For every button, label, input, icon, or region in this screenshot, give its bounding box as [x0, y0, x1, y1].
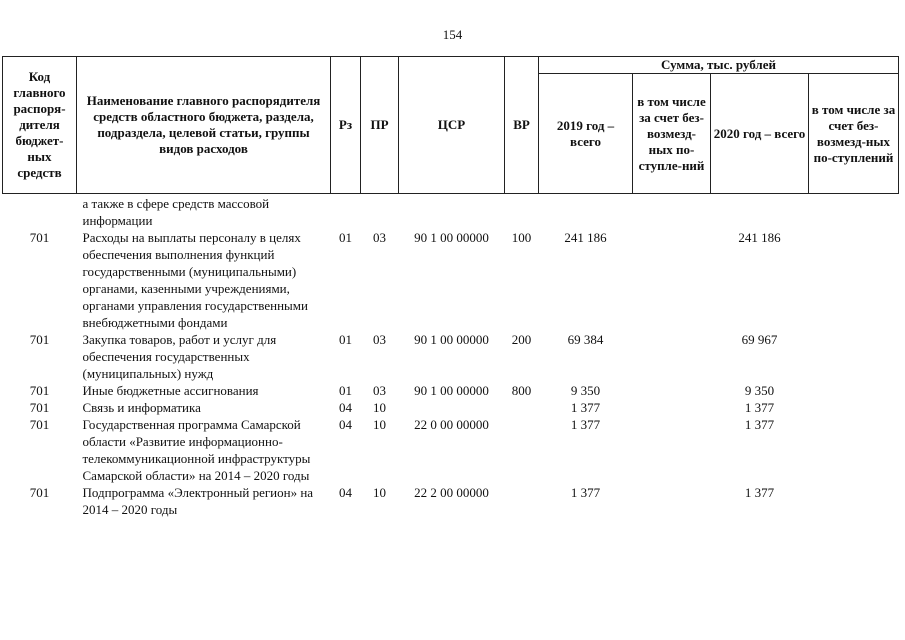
- cell-vr: [505, 194, 539, 230]
- table-row: [3, 484, 899, 518]
- cell-2020-total: 1 377: [744, 485, 775, 500]
- cell-vr: 800: [511, 383, 532, 398]
- cell-2019-free: [633, 484, 711, 518]
- cell-2020-total: 1 377: [744, 400, 775, 415]
- header-code: Код главного распоря-дителя бюджет-ных средств: [3, 57, 77, 194]
- cell-name: а также в сфере средств массовой информации: [82, 196, 270, 228]
- cell-name: Связь и информатика: [82, 400, 201, 415]
- cell-2020-free: [809, 382, 899, 399]
- cell-2019-free: [633, 194, 711, 230]
- header-pr: ПР: [361, 57, 399, 194]
- cell-2020-free: [809, 484, 899, 518]
- cell-2019-free: [633, 229, 711, 331]
- cell-csr: 22 0 00 00000: [414, 417, 489, 432]
- cell-2020-total: 1 377: [744, 417, 775, 432]
- cell-pr: 10: [373, 400, 386, 415]
- cell-2020-free: [809, 399, 899, 416]
- cell-2020-total: 241 186: [738, 230, 781, 245]
- cell-2019-total: 69 384: [567, 332, 604, 347]
- cell-code: 701: [29, 332, 50, 347]
- cell-csr: [399, 399, 505, 416]
- cell-2019-total: 1 377: [570, 400, 601, 415]
- cell-csr: 90 1 00 00000: [414, 230, 489, 245]
- cell-2020-free: [809, 331, 899, 382]
- cell-2019-total: 1 377: [570, 485, 601, 500]
- header-csr: ЦСР: [399, 57, 505, 194]
- budget-table: [2, 56, 899, 518]
- cell-name: Иные бюджетные ассигнования: [82, 383, 259, 398]
- table-row: [3, 399, 899, 416]
- cell-code: [3, 194, 77, 230]
- cell-2019-total: 241 186: [564, 230, 607, 245]
- cell-rz: 04: [339, 417, 352, 432]
- cell-2019-total: [539, 194, 633, 230]
- cell-rz: 01: [339, 383, 352, 398]
- cell-pr: 10: [373, 485, 386, 500]
- cell-pr: 03: [373, 230, 386, 245]
- header-name: Наименование главного распорядителя средств областного бюджета, раздела, подраздела, целевой статьи, группы видов расходов: [77, 57, 331, 194]
- cell-csr: 22 2 00 00000: [414, 485, 489, 500]
- cell-code: 701: [29, 485, 50, 500]
- cell-rz: 04: [339, 400, 352, 415]
- cell-rz: 01: [339, 332, 352, 347]
- cell-2019-free: [633, 399, 711, 416]
- cell-vr: [505, 416, 539, 484]
- cell-code: 701: [29, 230, 50, 245]
- cell-csr: 90 1 00 00000: [414, 383, 489, 398]
- cell-2020-total: 69 967: [741, 332, 778, 347]
- cell-2019-total: 9 350: [570, 383, 601, 398]
- cell-code: 701: [29, 400, 50, 415]
- cell-vr: 200: [511, 332, 532, 347]
- cell-name: Закупка товаров, работ и услуг для обеспечения государственных (муниципальных) нужд: [82, 332, 277, 381]
- cell-vr: [505, 484, 539, 518]
- table-row: [3, 331, 899, 382]
- cell-pr: 03: [373, 383, 386, 398]
- cell-vr: [505, 399, 539, 416]
- header-2020-free: в том числе за счет без-возмезд-ных по-ступлений: [809, 74, 899, 194]
- cell-pr: 03: [373, 332, 386, 347]
- table-row: [3, 229, 899, 331]
- header-2019-total: 2019 год – всего: [539, 74, 633, 194]
- cell-name: Расходы на выплаты персоналу в целях обеспечения выполнения функций государственными (муниципальными) органами, казенными учреждениями, органами управления государственными внебюджетными фондами: [82, 230, 308, 330]
- cell-2020-free: [809, 194, 899, 230]
- cell-rz: 01: [339, 230, 352, 245]
- cell-2020-total: [711, 194, 809, 230]
- header-2019-free: в том числе за счет без-возмезд-ных по-ступле-ний: [633, 74, 711, 194]
- cell-name: Подпрограмма «Электронный регион» на 2014 – 2020 годы: [82, 485, 314, 517]
- cell-pr: [361, 194, 399, 230]
- cell-csr: [399, 194, 505, 230]
- table-row: [3, 194, 899, 230]
- cell-vr: 100: [511, 230, 532, 245]
- cell-rz: 04: [339, 485, 352, 500]
- page-number: 154: [442, 27, 463, 42]
- cell-2020-free: [809, 416, 899, 484]
- header-2020-total: 2020 год – всего: [711, 74, 809, 194]
- header-vr: ВР: [505, 57, 539, 194]
- cell-2019-total: 1 377: [570, 417, 601, 432]
- cell-rz: [331, 194, 361, 230]
- cell-2019-free: [633, 382, 711, 399]
- cell-code: 701: [29, 417, 50, 432]
- header-rz: Рз: [331, 57, 361, 194]
- cell-2019-free: [633, 416, 711, 484]
- cell-code: 701: [29, 383, 50, 398]
- cell-2019-free: [633, 331, 711, 382]
- cell-2020-free: [809, 229, 899, 331]
- table-row: [3, 382, 899, 399]
- cell-name: Государственная программа Самарской области «Развитие информационно-телекоммуникационной инфраструктуры Самарской области» на 2014 – 2020 годы: [82, 417, 311, 483]
- cell-csr: 90 1 00 00000: [414, 332, 489, 347]
- cell-pr: 10: [373, 417, 386, 432]
- table-row: [3, 416, 899, 484]
- cell-2020-total: 9 350: [744, 383, 775, 398]
- header-sum-group: Сумма, тыс. рублей: [539, 57, 899, 74]
